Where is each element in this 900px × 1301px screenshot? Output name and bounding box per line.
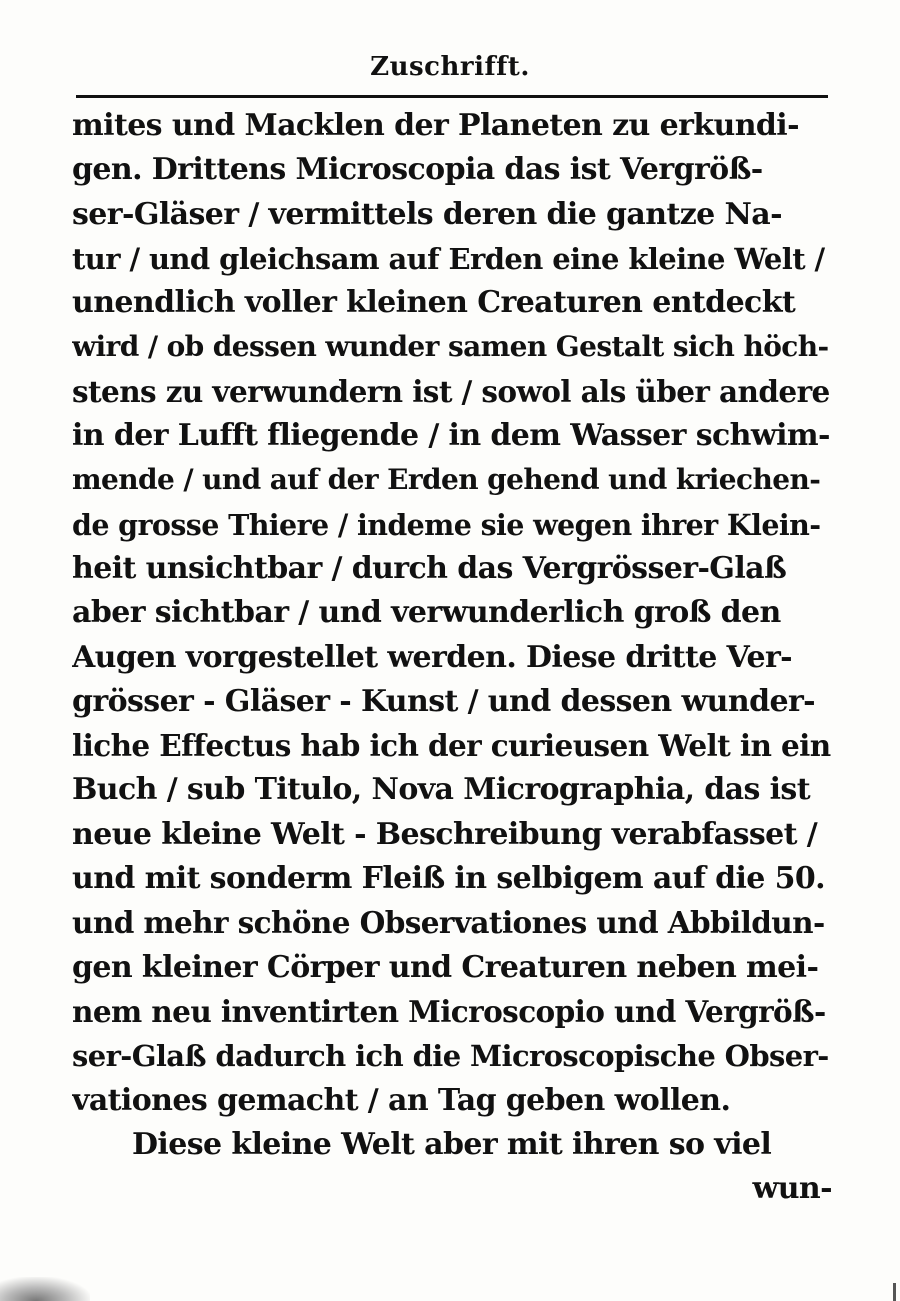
paragraph-start-line: Diese kleine Welt aber mit ihren so viel [132,1126,772,1162]
text-line: und mehr schöne Observationes und Abbildun- [72,905,825,941]
text-line: mites und Macklen der Planeten zu erkundi- [72,108,799,143]
text-line: in der Lufft fliegende / in dem Wasser schwim- [72,418,830,454]
running-head: Zuschrifft. [370,52,530,82]
text-line: liche Effectus hab ich der curieusen Welt in ein [72,728,831,764]
text-line: und mit sonderm Fleiß in selbigem auf die 50. [72,861,826,897]
text-line: unendlich voller kleinen Creaturen entdeckt [72,285,796,321]
text-line: heit unsichtbar / durch das Vergrösser-Glaß [72,550,787,586]
text-line: gen kleiner Cörper und Creaturen neben mei- [72,949,819,985]
text-line: mende / und auf der Erden gehend und kriechen- [72,463,821,497]
catchword: wun- [752,1171,832,1207]
text-line: stens zu verwundern ist / sowol als über andere [72,373,830,409]
text-line: gen. Drittens Microscopia das ist Vergröß- [72,152,763,188]
page-edge-mark [893,1283,896,1301]
text-line: Buch / sub Titulo, Nova Micrographia, das ist [72,772,810,808]
text-line: Augen vorgestellet werden. Diese dritte Ver- [72,639,793,675]
text-line: ser-Gläser / vermittels deren die gantze Na- [72,196,782,232]
text-line: tur / und gleichsam auf Erden eine kleine Welt / [72,241,825,276]
body-text [72,104,832,1211]
paper-stain [0,1277,90,1301]
text-line: neue kleine Welt - Beschreibung verabfasset / [72,816,818,852]
text-line: de grosse Thiere / indeme sie wegen ihrer Klein- [72,507,821,542]
text-line: grösser - Gläser - Kunst / und dessen wunder- [72,683,816,719]
text-line: aber sichtbar / und verwunderlich groß den [72,595,781,631]
text-line: ser-Glaß dadurch ich die Microscopische Obser- [72,1039,829,1074]
paragraph-end-line: vationes gemacht / an Tag geben wollen. [72,1082,731,1118]
text-line: wird / ob dessen wunder samen Gestalt sich höch- [72,330,829,364]
text-line: nem neu inventirten Microscopio und Vergröß- [72,993,826,1029]
header-rule [76,95,828,98]
